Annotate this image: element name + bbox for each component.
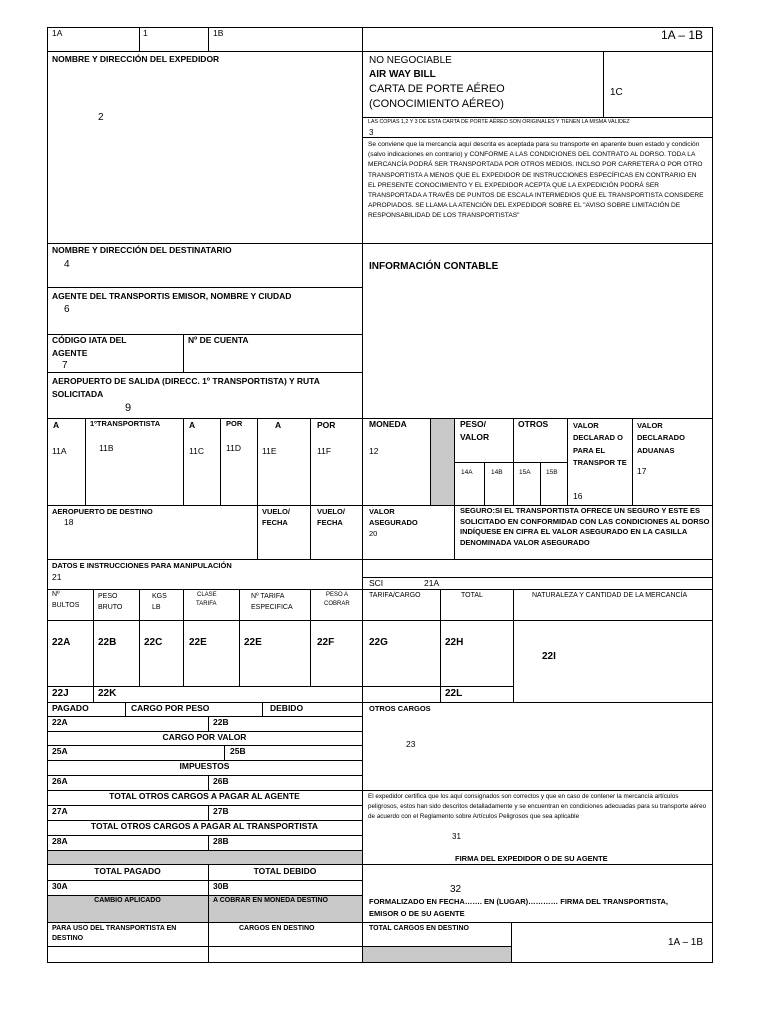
route-por2: POR (317, 420, 336, 430)
rule (484, 462, 485, 505)
rule (47, 895, 362, 896)
carrier-use-1: PARA USO DEL TRANSPORTISTA EN (52, 925, 177, 932)
declared-customs-label: VALOR DECLARADO ADUANAS (637, 421, 685, 455)
rule (540, 462, 541, 505)
field-11e: 11E (262, 446, 277, 456)
rule (125, 702, 126, 716)
field-14a: 14A (461, 469, 473, 476)
carrier-other-label: TOTAL OTROS CARGOS A PAGAR AL TRANSPORTISTA (90, 821, 319, 831)
rule (47, 620, 713, 621)
wc-collect: 22B (213, 717, 229, 727)
title-carta: CARTA DE PORTE AÉREO (369, 83, 505, 95)
cargo-22k: 22K (98, 688, 117, 699)
agent-other-label: TOTAL OTROS CARGOS A PAGAR AL AGENTE (109, 791, 300, 801)
rule (513, 589, 514, 702)
rule (47, 864, 713, 865)
hdr-kg-2: LB (152, 604, 161, 611)
rule (47, 559, 713, 560)
hdr-charge-1: PESO A (326, 592, 349, 598)
rule (183, 418, 184, 505)
rule (511, 922, 512, 963)
ca-prepaid: 28A (52, 836, 68, 846)
rule (47, 946, 362, 947)
vc-collect: 25B (230, 746, 246, 756)
cargo-22e-1: 22E (189, 637, 207, 648)
weight-value-label-2: VALOR (460, 432, 490, 442)
total-dest-label: TOTAL CARGOS EN DESTINO (369, 925, 469, 932)
hdr-class-1: CLASE (197, 592, 217, 598)
cargo-22e-2: 22E (244, 637, 262, 648)
rule (47, 835, 362, 836)
rule (47, 880, 362, 881)
title-awb: AIR WAY BILL (369, 69, 436, 80)
route-a3: A (275, 420, 282, 430)
rule (208, 805, 209, 820)
weight-value-label-1: PESO/ (460, 419, 486, 429)
rule (224, 745, 225, 760)
rule (208, 864, 209, 963)
rule (47, 922, 713, 923)
total-prepaid-value: 30A (52, 881, 68, 891)
other-charges-num: 23 (406, 739, 416, 749)
rule (47, 745, 362, 746)
agent-num: 6 (64, 304, 70, 315)
hdr-nature: NATURALEZA Y CANTIDAD DE LA MERCANCÍA (532, 592, 688, 599)
ca-collect: 28B (213, 836, 229, 846)
insurance-note: SEGURO:SI EL TRANSPORTISTA OFRECE UN SEGURO Y ESTE ES SOLICITADO EN CONFORMIDAD CON LAS CONDICIONES AL DORSO INDÍQUESE EN CIFRA EL VALOR ASEGURADO EN LA CASILLA DENOMINADA VALOR ASEGURADO (460, 506, 710, 547)
total-collect-value: 30B (213, 881, 229, 891)
field-11d: 11D (226, 443, 241, 453)
rule (603, 51, 604, 117)
cargo-22i: 22I (542, 651, 556, 662)
rule (257, 418, 258, 505)
conditions-text: Se conviene que la mercancía aquí descrita es aceptada para su transporte en aparente buen estado y condición (salvo indicaciones en contrario) y CONFORME A LAS CONDICIONES DEL CONTRATO AL DORSO. TODA LA MERCANCÍA PODRÁ SER TRANSPORTADA POR OTROS MEDIOS. INCLSO POR CARRETERA O POR OTRO TRANSPORTISTA A MENOS QUE EL EXPEDIDOR DE INSTRUCCIONES ESPECÍFICAS EN CONTRARIO EN EL PRESENTE CONOCIMIENTO Y EL EXPEDIDOR ACEPTA QUE LA EXPEDICIÓN PODRÁ SER TRANSPORTADA A TRAVÉS DE PUNTOS DE ESCALA INTERMEDIOS QUE EL TRANSPORTISTA CONSIDERE APROPIADOS. SE LLAMA LA ATENCIÓN DEL EXPEDIDOR SOBRE EL "AVISO SOBRE LIMITACIÓN DE RESPONSABILIDAD DE LOS TRANSPORTISTAS" (368, 141, 704, 220)
rule (47, 686, 513, 687)
form-range-top: 1A – 1B (661, 28, 704, 42)
iata-num: 7 (62, 360, 68, 371)
rule (430, 418, 431, 505)
title-non-negotiable: NO NEGOCIABLE (369, 55, 452, 66)
rule (632, 418, 633, 505)
accounting-label: INFORMACIÓN CONTABLE (369, 261, 499, 272)
others-label: OTROS (518, 419, 549, 429)
field-11c: 11C (189, 446, 204, 456)
rule (183, 334, 184, 372)
copies-note: LAS COPIAS 1,2 Y 3 DE ESTA CARTA DE PORTE AÉREO SON ORIGINALES Y TIENEN LA MISMA VALIDEZ (368, 119, 630, 125)
hdr-gross-1: PESO (98, 593, 118, 600)
currency-label: MONEDA (369, 419, 407, 429)
total-prepaid-label: TOTAL PAGADO (94, 866, 161, 876)
insured-num: 20 (369, 529, 378, 538)
rule (208, 27, 209, 51)
rule (362, 946, 511, 947)
rule (47, 243, 713, 244)
route-por1: POR (226, 419, 243, 428)
shipper-num: 2 (98, 112, 104, 123)
field-14b: 14B (491, 469, 503, 476)
rule (85, 418, 86, 505)
other-charges-label: OTROS CARGOS (369, 704, 431, 713)
rule (47, 372, 362, 373)
tax-label: IMPUESTOS (179, 761, 230, 771)
certification-num: 31 (452, 832, 461, 841)
hdr-tariff: TARIFA/CARGO (369, 592, 421, 599)
declared-carrier-num: 16 (573, 491, 583, 501)
currency-num: 12 (369, 446, 379, 456)
field-1: 1 (143, 28, 148, 38)
rule (183, 589, 184, 686)
rule (93, 589, 94, 702)
rule (513, 418, 514, 505)
title-conocimiento: (CONOCIMIENTO AÉREO) (369, 98, 504, 110)
signature-label: FIRMA DEL EXPEDIDOR O DE SU AGENTE (455, 854, 608, 863)
consignee-label: NOMBRE Y DIRECCIÓN DEL DESTINATARIO (52, 245, 232, 255)
rule (47, 589, 713, 590)
rule (47, 805, 362, 806)
collect-label: DEBIDO (270, 703, 304, 713)
vc-prepaid: 25A (52, 746, 68, 756)
field-1b: 1B (213, 28, 224, 38)
wc-prepaid: 22A (52, 717, 68, 727)
cargo-22h: 22H (445, 637, 464, 648)
handling-label: DATOS E INSTRUCCIONES PARA MANIPULACIÓN (52, 561, 232, 570)
rule (454, 418, 455, 505)
rule (362, 117, 713, 118)
flight1-label-2: FECHA (262, 518, 288, 527)
insured-label-1: VALOR (369, 507, 395, 516)
flight2-label-1: VUELO/ (317, 507, 345, 516)
valuation-label: CARGO POR VALOR (162, 732, 247, 742)
account-label: Nº DE CUENTA (188, 335, 249, 345)
field-1a: 1A (52, 28, 63, 38)
rule (208, 835, 209, 850)
cargo-22l: 22L (445, 688, 463, 699)
ag-prepaid: 27A (52, 806, 68, 816)
copies-num: 3 (369, 128, 374, 137)
sci-label: SCI (369, 578, 384, 588)
execution-num: 32 (450, 884, 462, 895)
rule (362, 27, 363, 963)
rule (257, 505, 258, 559)
agent-label: AGENTE DEL TRANSPORTIS EMISOR, NOMBRE Y CIUDAD (52, 291, 292, 301)
rule (567, 418, 568, 505)
flight2-label-2: FECHA (317, 518, 343, 527)
field-15a: 15A (519, 469, 531, 476)
hdr-gross-2: BRUTO (98, 604, 123, 611)
rule (310, 589, 311, 686)
cargo-22b: 22B (98, 637, 117, 648)
execution-line-2: EMISOR O DE SU AGENTE (369, 909, 465, 918)
rule (47, 775, 362, 776)
rule (47, 850, 362, 851)
destination-label: AEROPUERTO DE DESTINO (52, 507, 153, 516)
tax-prepaid: 26A (52, 776, 68, 786)
consignee-num: 4 (64, 259, 70, 270)
rate-applied-label: CAMBIO APLICADO (94, 897, 161, 904)
rule (262, 702, 263, 716)
rule (139, 27, 140, 51)
cargo-22c: 22C (144, 637, 163, 648)
handling-num: 21 (52, 572, 62, 582)
field-11b: 11B (99, 443, 114, 453)
rule (47, 287, 362, 288)
departure-label-2: SOLICITADA (52, 389, 104, 399)
hdr-class-2: TARIFA (196, 601, 217, 607)
rule (208, 775, 209, 790)
flight1-label-1: VUELO/ (262, 507, 290, 516)
rule (47, 716, 362, 717)
hdr-kg-1: KGS (152, 593, 167, 600)
declared-carrier-label: VALOR DECLARAD O PARA EL TRANSPOR TE (573, 421, 627, 467)
field-1c: 1C (610, 87, 623, 98)
rule (139, 589, 140, 686)
rule (310, 505, 311, 559)
shipper-label: NOMBRE Y DIRECCIÓN DEL EXPEDIDOR (52, 54, 220, 64)
route-a1: A (53, 420, 60, 430)
insured-label-2: ASEGURADO (369, 518, 418, 527)
destination-num: 18 (64, 517, 74, 527)
hdr-pieces-2: BULTOS (52, 602, 80, 609)
rule (220, 418, 221, 505)
rule (362, 577, 713, 578)
rule (208, 716, 209, 731)
prepaid-label: PAGADO (52, 703, 89, 713)
dest-charges-label: CARGOS EN DESTINO (239, 925, 315, 932)
form-range-bottom: 1A – 1B (668, 937, 704, 948)
dest-currency-label: A COBRAR EN MONEDA DESTINO (213, 897, 328, 904)
field-15b: 15B (546, 469, 558, 476)
cargo-22a: 22A (52, 637, 71, 648)
rule (239, 589, 240, 686)
iata-label-1: CÓDIGO IATA DEL (52, 335, 127, 345)
field-11a: 11A (52, 446, 67, 456)
hdr-total: TOTAL (461, 592, 483, 599)
execution-line-1: FORMALIZADO EN FECHA……. EN (LUGAR)………… FIRMA DEL TRANSPORTISTA, (369, 897, 669, 906)
rule (47, 51, 713, 52)
total-collect-label: TOTAL DEBIDO (253, 866, 317, 876)
tax-collect: 26B (213, 776, 229, 786)
departure-label-1: AEROPUERTO DE SALIDA (DIRECC. 1º TRANSPORTISTA) Y RUTA (52, 376, 320, 386)
departure-num: 9 (125, 402, 132, 414)
sci-num: 21A (424, 578, 440, 588)
ag-collect: 27B (213, 806, 229, 816)
field-11f: 11F (317, 446, 332, 456)
declared-customs-num: 17 (637, 466, 647, 476)
cargo-22j: 22J (52, 688, 69, 699)
carrier-use-2: DESTINO (52, 935, 84, 942)
rule (454, 462, 567, 463)
iata-label-2: AGENTE (52, 348, 88, 358)
hdr-rate-2: ESPECIFICA (251, 604, 293, 611)
cargo-22g: 22G (369, 637, 388, 648)
hdr-charge-2: COBRAR (324, 601, 350, 607)
rule (454, 505, 455, 559)
rule (440, 589, 441, 702)
rule (310, 418, 311, 505)
route-a2: A (189, 420, 196, 430)
hdr-pieces-1: Nº (52, 591, 60, 598)
hdr-rate-1: Nº TARIFA (251, 593, 285, 600)
certification-text: El expedidor certifica que los aquí consignados son correctos y que en caso de contener la mercancía artículos peligrosos, estos han sido descritos detalladamente y se encuentran en condiciones adecuadas para su transporte aéreo de acuerdo con el Reglamento sobre Artículos Peligrosos que sea aplicable (368, 793, 707, 820)
weight-charge-label: CARGO POR PESO (131, 703, 210, 713)
rule (362, 137, 713, 138)
cargo-22f: 22F (317, 637, 335, 648)
route-carrier1: 1ºTRANSPORTISTA (90, 419, 161, 428)
